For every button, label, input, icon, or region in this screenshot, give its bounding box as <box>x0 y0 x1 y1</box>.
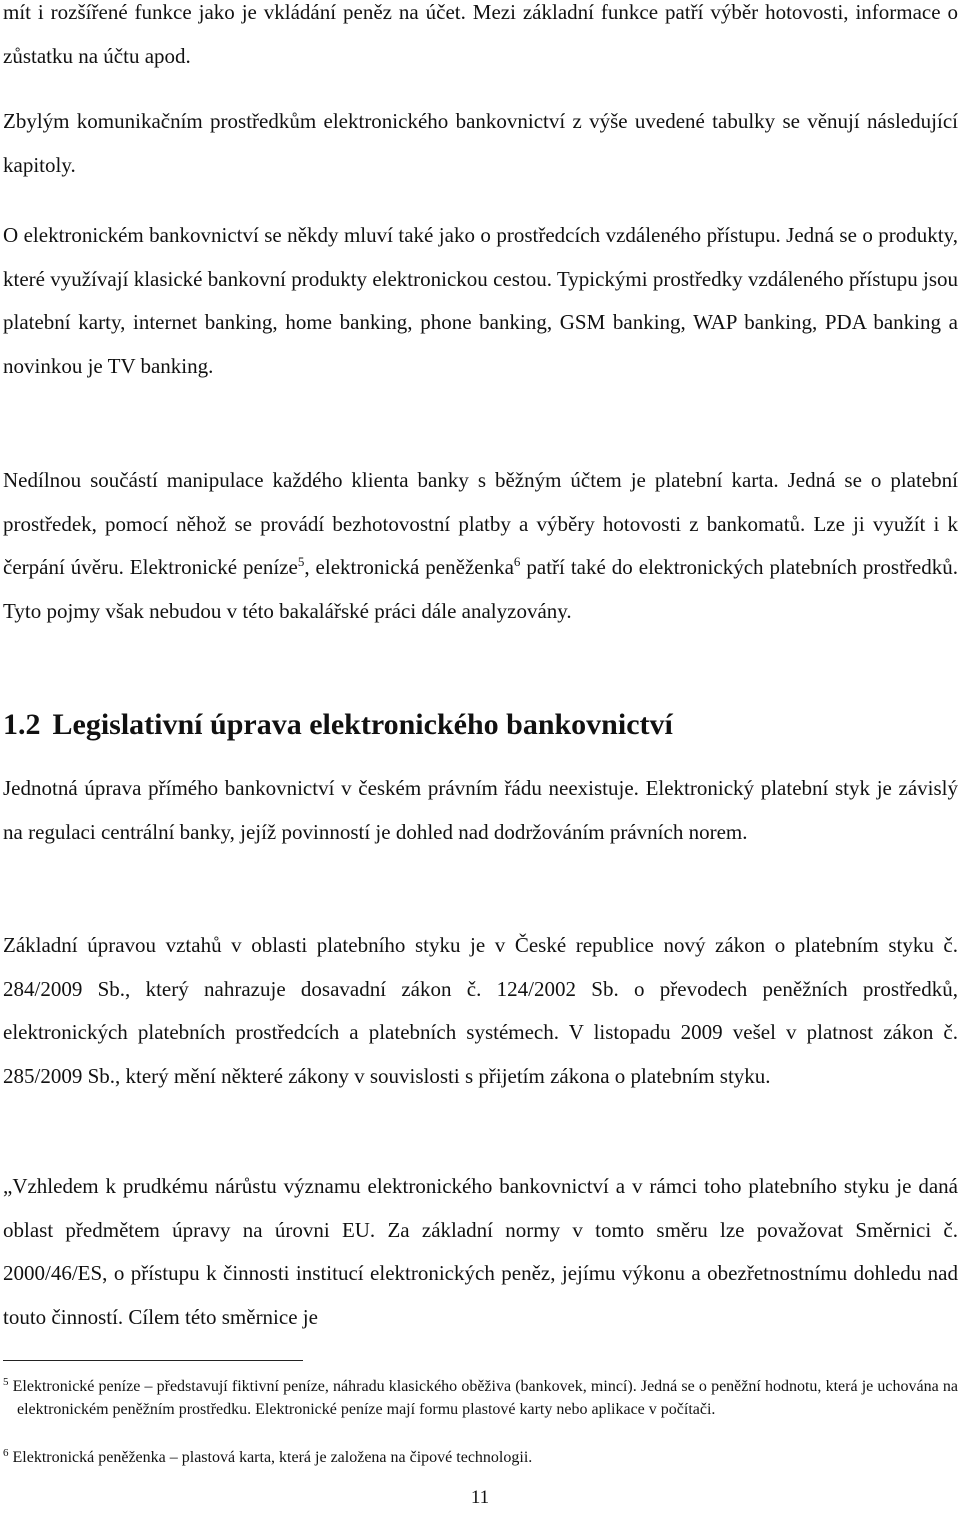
footnote-separator <box>3 1360 303 1361</box>
paragraph-text: patří také do elektronických platebních prostředků. Tyto pojmy však nebudou v této bakalářské práci dále analyzovány. <box>3 555 958 624</box>
footnote-text: Elektronická peněženka – plastová karta, která je založena na čipové technologii. <box>8 1449 533 1466</box>
footnote-mark: 6 <box>3 1447 9 1459</box>
footnote-mark: 5 <box>3 1376 9 1388</box>
paragraph-eu-directive: „Vzhledem k prudkému nárůstu významu elektronického bankovnictví a v rámci toho platebního styku je daná oblast předmětem úpravy na úrovni EU. Za základní normy v tomto směru lze považovat Směrnici č. 2000/46/ES, o přístupu k činnosti institucí elektronických peněz, jejímu výkonu a obezřetnostnímu dohledu nad touto činností. Cílem této směrnice je <box>3 1174 958 1330</box>
footnote-ref-6[interactable]: 6 <box>513 554 521 570</box>
paragraph-payment-card <box>3 459 958 634</box>
footnote-ref-5[interactable]: 5 <box>297 554 305 570</box>
page-number: 11 <box>470 1487 490 1508</box>
section-number: 1.2 <box>3 708 41 741</box>
paragraph-payment-law: Základní úpravou vztahů v oblasti platebního styku je v České republice nový zákon o platebním styku č. 284/2009 Sb., který nahrazuje dosavadní zákon č. 124/2002 Sb. o převodech peněžních prostředků, elektronických platebních prostředcích a platebních systémech. V listopadu 2009 vešel v platnost zákon č. 285/2009 Sb., který mění některé zákony v souvislosti s přijetím zákona o platebním styku. <box>3 933 958 1089</box>
paragraph-text: Nedílnou součástí manipulace každého klienta banky s běžným účtem je platební karta. Jedná se o platební prostředek, pomocí něhož se provádí bezhotovostní platby a výběry hotovosti z bankomatů. Lze ji využít i k čerpání úvěru. Elektronické peníze <box>3 468 958 580</box>
paragraph-direct-banking-regulation: Jednotná úprava přímého bankovnictví v českém právním řádu neexistuje. Elektronický platební styk je závislý na regulaci centrální banky, jejíž povinností je dohled nad dodržováním právních norem. <box>3 776 958 844</box>
section-heading <box>3 700 673 750</box>
footnote-5 <box>3 1376 958 1421</box>
footnote-6 <box>3 1447 958 1470</box>
paragraph-text: , elektronická peněženka <box>304 555 514 580</box>
paragraph-remote-access: O elektronickém bankovnictví se někdy mluví také jako o prostředcích vzdáleného přístupu. Jedná se o produkty, které využívají klasické bankovní produkty elektronickou cestou. Typickými prostředky vzdáleného přístupu jsou platební karty, internet banking, home banking, phone banking, GSM banking, WAP banking, PDA banking a novinkou je TV banking. <box>3 223 958 379</box>
paragraph-atm-functions: mít i rozšířené funkce jako je vkládání peněz na účet. Mezi základní funkce patří výběr hotovosti, informace o zůstatku na účtu apod. <box>3 0 958 68</box>
paragraph-remaining-channels: Zbylým komunikačním prostředkům elektronického bankovnictví z výše uvedené tabulky se věnují následující kapitoly. <box>3 109 958 177</box>
section-title: Legislativní úprava elektronického bankovnictví <box>52 708 673 741</box>
footnote-text: Elektronické peníze – představují fiktivní peníze, náhradu klasického oběživa (bankovek, mincí). Jedná se o peněžní hodnotu, která je uchována na elektronickém peněžním prostředku. Elektronické peníze mají formu plastové karty nebo aplikace v počítači. <box>8 1378 958 1418</box>
